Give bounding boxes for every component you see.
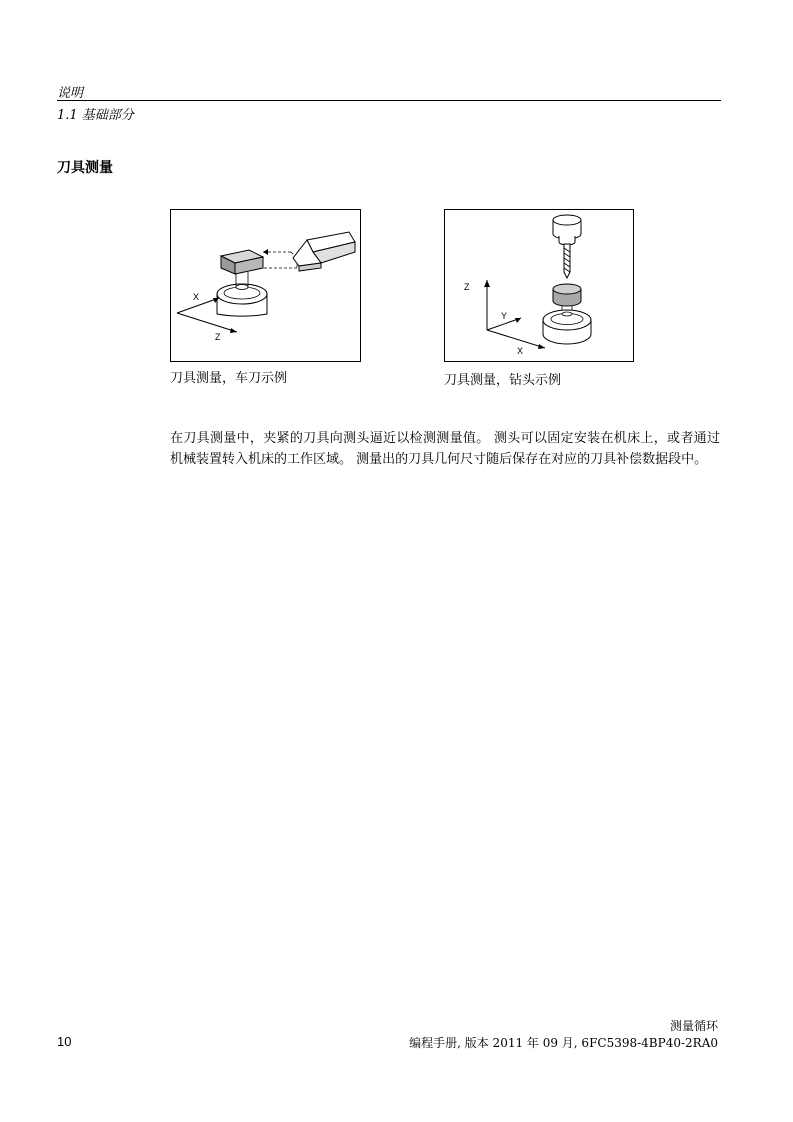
footer-page-number: 10 [57, 1034, 72, 1049]
section-title: 刀具测量 [57, 160, 113, 176]
footer-doc-title: 测量循环 [669, 1019, 718, 1033]
header-rule [57, 100, 721, 101]
figure-turning-tool [170, 209, 361, 362]
figure-drill [444, 209, 634, 362]
turning-tool-illustration [171, 210, 360, 361]
axis-label-z: Z [464, 282, 470, 292]
drill-illustration [445, 210, 633, 361]
approach-path [263, 249, 297, 268]
probe-cube [221, 250, 263, 274]
axis-label-y: Y [501, 311, 508, 321]
figure-caption-turning: 刀具测量，车刀示例 [170, 371, 288, 386]
turning-tool [293, 232, 355, 271]
axis-label-x: X [193, 292, 200, 302]
figure-caption-drill: 刀具测量，钻头示例 [444, 373, 562, 388]
header-chapter: 说明 [57, 86, 84, 101]
axis-label-z: Z [215, 332, 221, 342]
footer-doc-info: 编程手册, 版本 2011 年 09 月, 6FC5398-4BP40-2RA0 [409, 1036, 718, 1050]
axis-label-x: X [517, 346, 524, 356]
spindle [553, 215, 581, 245]
probe-base [543, 310, 591, 344]
header-section: 1.1 基础部分 [57, 108, 134, 123]
axes-drill [464, 280, 545, 356]
body-paragraph: 在刀具测量中，夹紧的刀具向测头逼近以检测测量值。 测头可以固定安装在机床上，或者通过机械装置转入机床的工作区域。 测量出的刀具几何尺寸随后保存在对应的刀具补偿数据段中。 [170, 431, 720, 467]
drill-bit [564, 244, 570, 278]
probe-base [217, 272, 267, 324]
